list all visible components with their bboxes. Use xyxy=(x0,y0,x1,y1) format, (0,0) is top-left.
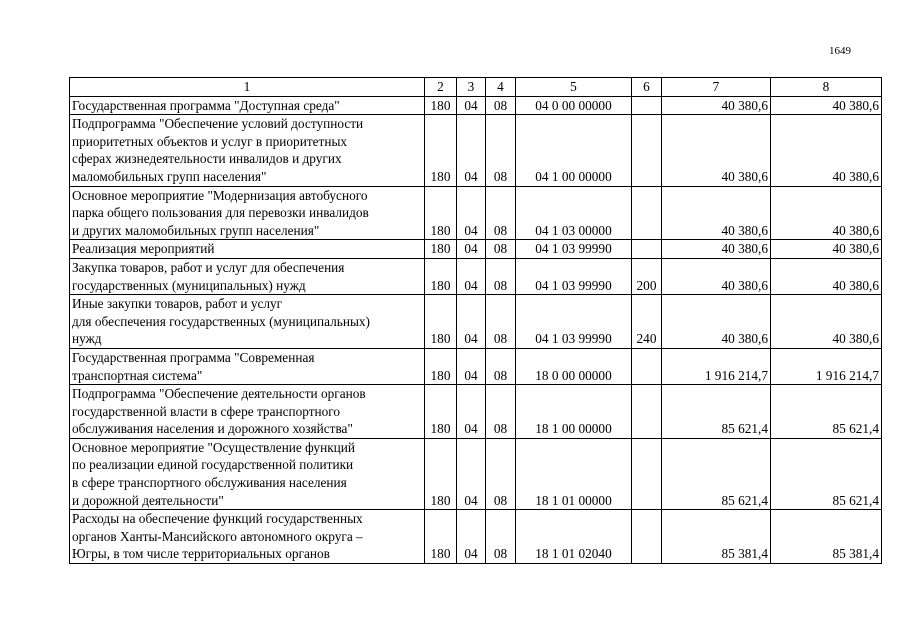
code-cell: 180 xyxy=(425,186,457,240)
table-body xyxy=(70,96,882,563)
section-cell: 04 xyxy=(457,385,486,439)
table-row xyxy=(70,510,882,564)
target-article-cell: 04 0 00 00000 xyxy=(516,96,632,115)
table-row xyxy=(70,385,882,439)
row-name-line: Закупка товаров, работ и услуг для обеспечения xyxy=(72,259,345,275)
target-article-cell: 18 1 00 00000 xyxy=(516,385,632,439)
section-cell: 04 xyxy=(457,186,486,240)
amount-cell: 40 380,6 xyxy=(771,295,882,349)
expense-type-cell: 240 xyxy=(632,295,662,349)
subsection-cell: 08 xyxy=(486,438,516,509)
row-name-cell xyxy=(70,385,425,439)
row-name-line: обслуживания населения и дорожного хозяйства" xyxy=(72,421,353,437)
row-name-line: Расходы на обеспечение функций государственных xyxy=(72,511,363,527)
page-number: 1649 xyxy=(829,45,851,57)
row-name-line: для обеспечения государственных (муниципальных) xyxy=(72,313,370,329)
column-header: 1 xyxy=(70,78,425,97)
amount-cell: 40 380,6 xyxy=(662,295,771,349)
row-name-line: Иные закупки товаров, работ и услуг xyxy=(72,296,283,312)
subsection-cell: 08 xyxy=(486,96,516,115)
row-name-line: и других маломобильных групп населения" xyxy=(72,222,320,238)
row-name-line: маломобильных групп населения" xyxy=(72,168,267,184)
amount-cell: 40 380,6 xyxy=(771,186,882,240)
expense-type-cell xyxy=(632,510,662,564)
column-header: 6 xyxy=(632,78,662,97)
amount-cell: 1 916 214,7 xyxy=(662,348,771,384)
expense-type-cell xyxy=(632,385,662,439)
expense-type-cell xyxy=(632,348,662,384)
column-header: 5 xyxy=(516,78,632,97)
row-name-line: государственных (муниципальных) нужд xyxy=(72,277,306,293)
subsection-cell: 08 xyxy=(486,348,516,384)
amount-cell: 85 381,4 xyxy=(662,510,771,564)
row-name-line: в сфере транспортного обслуживания населения xyxy=(72,475,347,491)
target-article-cell: 04 1 03 00000 xyxy=(516,186,632,240)
row-name-cell xyxy=(70,240,425,259)
amount-cell: 1 916 214,7 xyxy=(771,348,882,384)
row-name-line: Реализация мероприятий xyxy=(72,241,215,257)
expense-type-cell xyxy=(632,186,662,240)
row-name-cell xyxy=(70,186,425,240)
target-article-cell: 04 1 03 99990 xyxy=(516,240,632,259)
row-name-line: нужд xyxy=(72,331,102,347)
target-article-cell: 18 0 00 00000 xyxy=(516,348,632,384)
amount-cell: 85 381,4 xyxy=(771,510,882,564)
row-name-line: государственной власти в сфере транспортного xyxy=(72,403,341,419)
row-name-line: по реализации единой государственной политики xyxy=(72,457,354,473)
subsection-cell: 08 xyxy=(486,510,516,564)
row-name-cell xyxy=(70,258,425,294)
amount-cell: 85 621,4 xyxy=(662,385,771,439)
amount-cell: 40 380,6 xyxy=(662,96,771,115)
subsection-cell: 08 xyxy=(486,115,516,186)
expense-type-cell: 200 xyxy=(632,258,662,294)
code-cell: 180 xyxy=(425,348,457,384)
amount-cell: 40 380,6 xyxy=(771,258,882,294)
code-cell: 180 xyxy=(425,96,457,115)
expense-type-cell xyxy=(632,240,662,259)
row-name-cell xyxy=(70,115,425,186)
row-name-line: и дорожной деятельности" xyxy=(72,492,224,508)
section-cell: 04 xyxy=(457,115,486,186)
amount-cell: 40 380,6 xyxy=(662,258,771,294)
code-cell: 180 xyxy=(425,510,457,564)
amount-cell: 40 380,6 xyxy=(662,115,771,186)
expense-type-cell xyxy=(632,438,662,509)
section-cell: 04 xyxy=(457,295,486,349)
table-row xyxy=(70,258,882,294)
section-cell: 04 xyxy=(457,96,486,115)
row-name-line: органов Ханты-Мансийского автономного округа – xyxy=(72,528,363,544)
amount-cell: 40 380,6 xyxy=(662,240,771,259)
amount-cell: 40 380,6 xyxy=(662,186,771,240)
expense-type-cell xyxy=(632,115,662,186)
table-row xyxy=(70,96,882,115)
column-header: 7 xyxy=(662,78,771,97)
row-name-line: Государственная программа "Современная xyxy=(72,349,315,365)
code-cell: 180 xyxy=(425,385,457,439)
amount-cell: 40 380,6 xyxy=(771,96,882,115)
row-name-cell xyxy=(70,295,425,349)
code-cell: 180 xyxy=(425,115,457,186)
row-name-cell xyxy=(70,510,425,564)
row-name-line: Подпрограмма "Обеспечение деятельности органов xyxy=(72,386,366,402)
table-row xyxy=(70,438,882,509)
row-name-line: Основное мероприятие "Модернизация автобусного xyxy=(72,187,368,203)
target-article-cell: 18 1 01 00000 xyxy=(516,438,632,509)
section-cell: 04 xyxy=(457,438,486,509)
column-header: 3 xyxy=(457,78,486,97)
subsection-cell: 08 xyxy=(486,385,516,439)
code-cell: 180 xyxy=(425,258,457,294)
target-article-cell: 04 1 03 99990 xyxy=(516,295,632,349)
row-name-line: Государственная программа "Доступная среда" xyxy=(72,97,340,113)
row-name-line: транспортная система" xyxy=(72,367,203,383)
amount-cell: 85 621,4 xyxy=(771,438,882,509)
row-name-line: Подпрограмма "Обеспечение условий доступности xyxy=(72,116,364,132)
amount-cell: 40 380,6 xyxy=(771,240,882,259)
target-article-cell: 18 1 01 02040 xyxy=(516,510,632,564)
row-name-cell xyxy=(70,348,425,384)
amount-cell: 85 621,4 xyxy=(662,438,771,509)
row-name-line: Югры, в том числе территориальных органов xyxy=(72,546,330,562)
target-article-cell: 04 1 00 00000 xyxy=(516,115,632,186)
table-row xyxy=(70,295,882,349)
subsection-cell: 08 xyxy=(486,295,516,349)
section-cell: 04 xyxy=(457,240,486,259)
column-header: 4 xyxy=(486,78,516,97)
table-row xyxy=(70,348,882,384)
subsection-cell: 08 xyxy=(486,186,516,240)
subsection-cell: 08 xyxy=(486,240,516,259)
code-cell: 180 xyxy=(425,240,457,259)
subsection-cell: 08 xyxy=(486,258,516,294)
table-header-row xyxy=(70,78,882,97)
section-cell: 04 xyxy=(457,258,486,294)
code-cell: 180 xyxy=(425,438,457,509)
target-article-cell: 04 1 03 99990 xyxy=(516,258,632,294)
amount-cell: 40 380,6 xyxy=(771,115,882,186)
column-header: 2 xyxy=(425,78,457,97)
row-name-cell xyxy=(70,438,425,509)
section-cell: 04 xyxy=(457,348,486,384)
code-cell: 180 xyxy=(425,295,457,349)
table-row xyxy=(70,186,882,240)
row-name-line: парка общего пользования для перевозки инвалидов xyxy=(72,205,369,221)
budget-table xyxy=(69,77,882,564)
row-name-line: Основное мероприятие "Осуществление функций xyxy=(72,439,356,455)
expense-type-cell xyxy=(632,96,662,115)
section-cell: 04 xyxy=(457,510,486,564)
column-header: 8 xyxy=(771,78,882,97)
table-row xyxy=(70,240,882,259)
row-name-cell xyxy=(70,96,425,115)
row-name-line: приоритетных объектов и услуг в приоритетных xyxy=(72,133,348,149)
row-name-line: сферах жизнедеятельности инвалидов и других xyxy=(72,151,342,167)
table-row xyxy=(70,115,882,186)
amount-cell: 85 621,4 xyxy=(771,385,882,439)
